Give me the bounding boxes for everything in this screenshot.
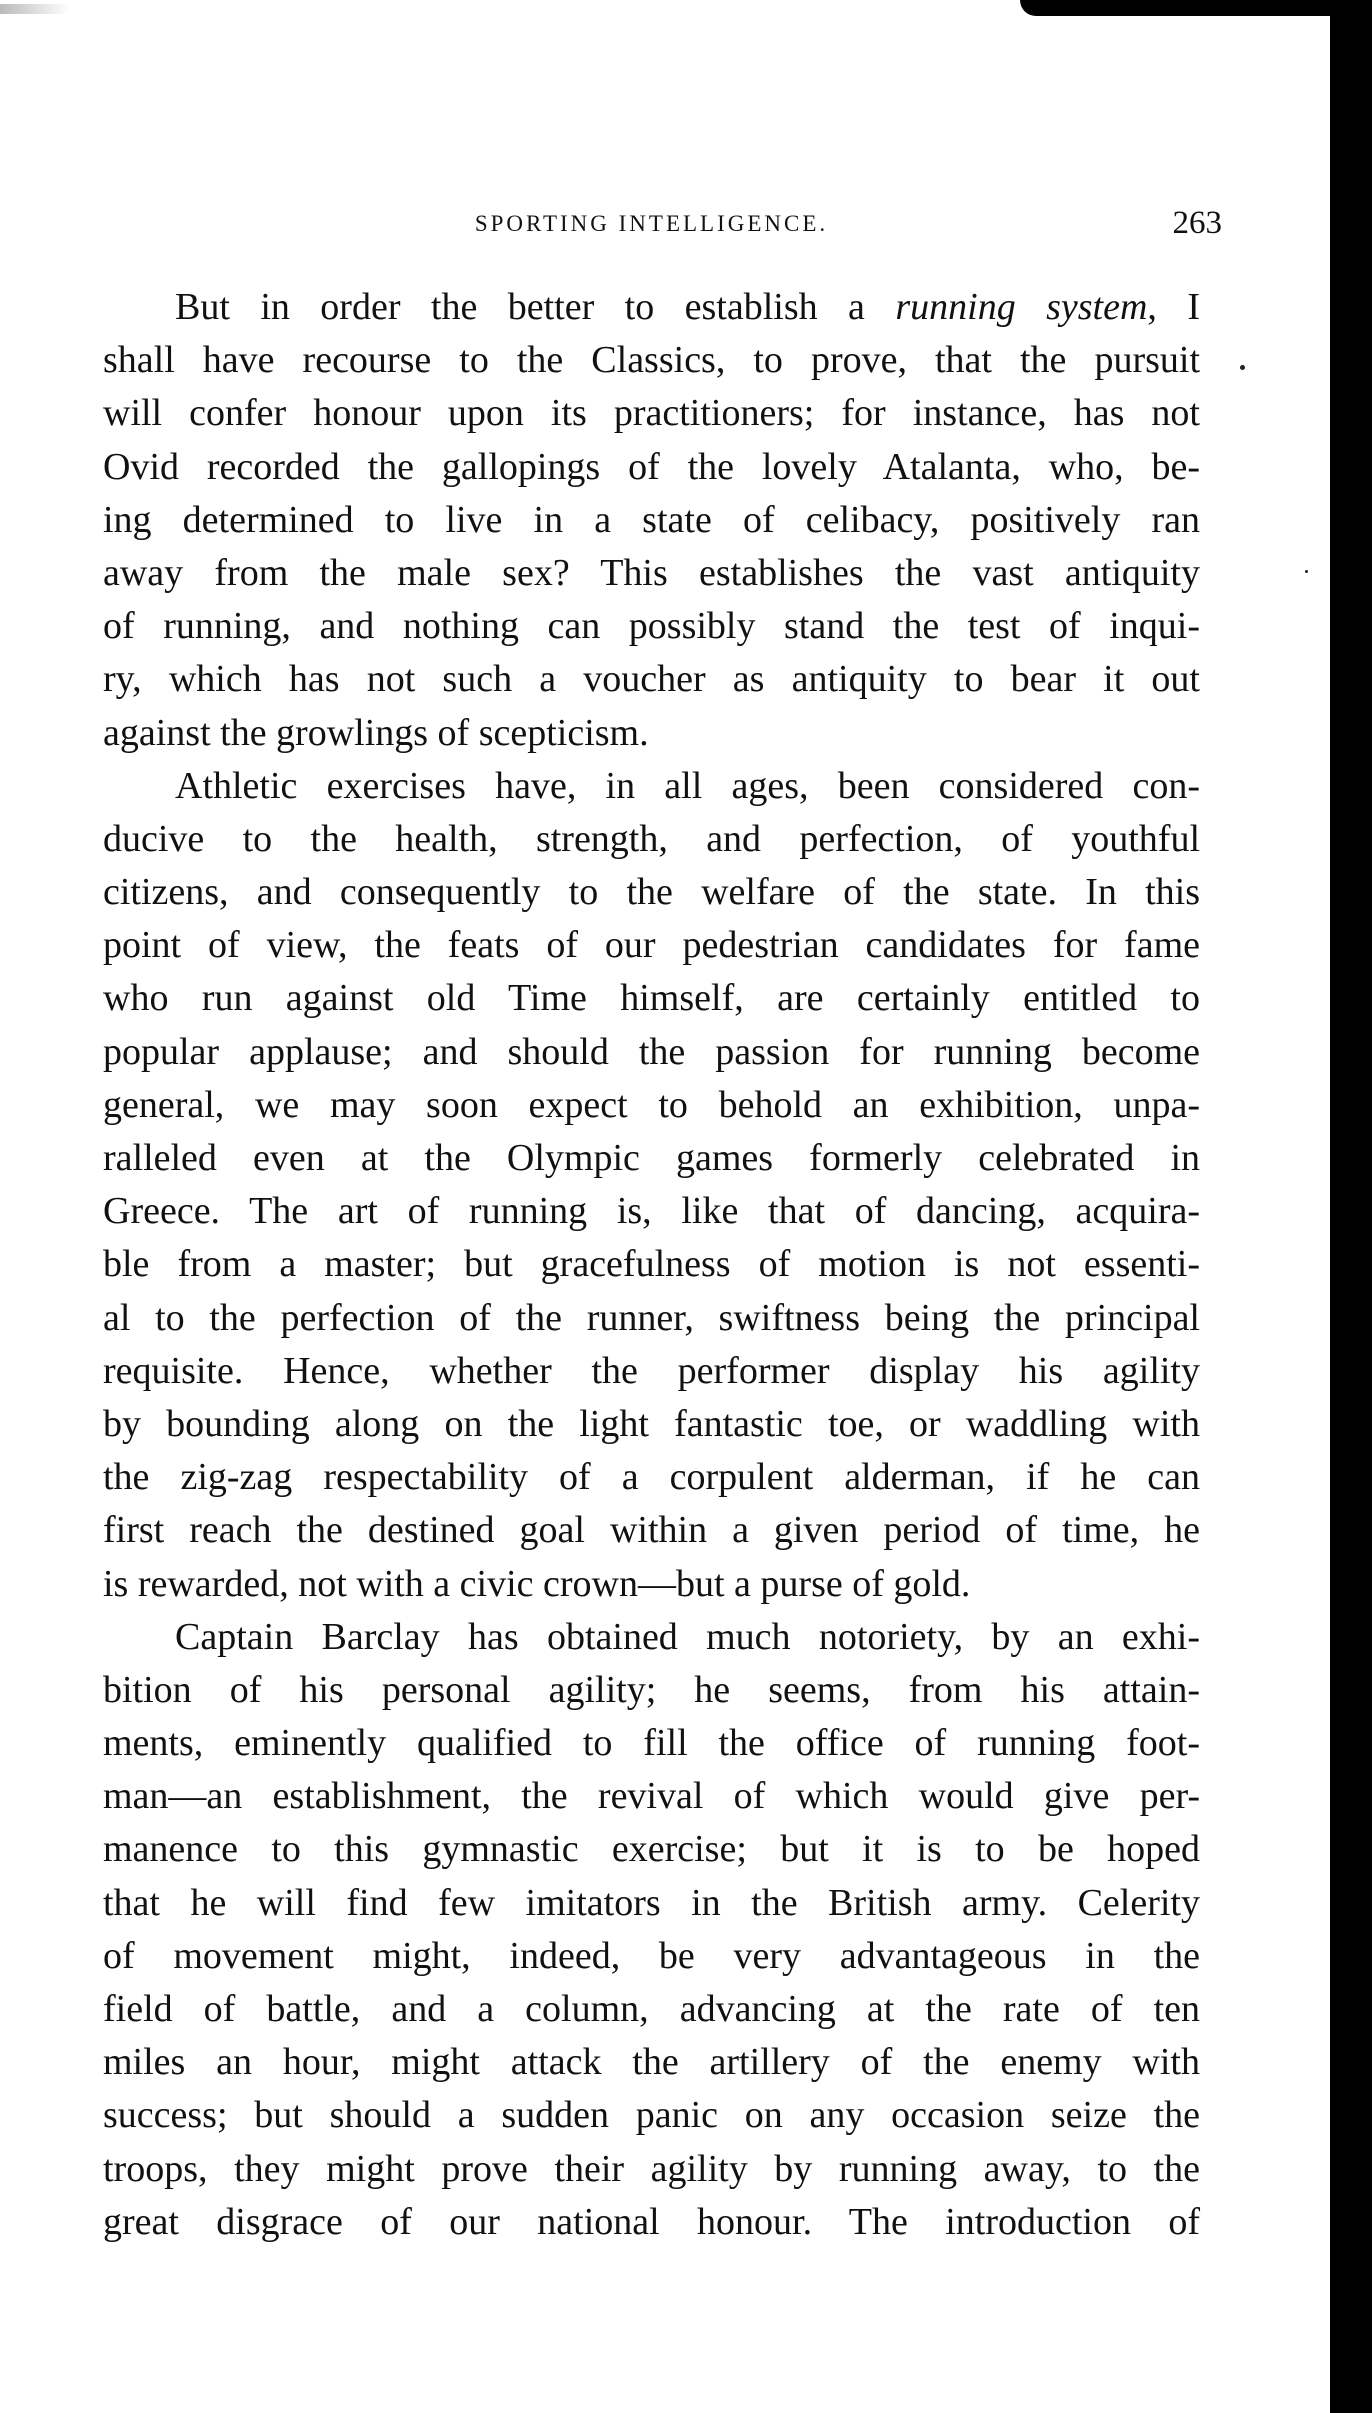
text-line: citizens, and consequently to the welfare of the state. In this — [103, 871, 1200, 914]
text-line: Captain Barclay has obtained much notoriety, by an exhi- — [175, 1615, 1200, 1658]
text-line: al to the perfection of the runner, swiftness being the principal — [103, 1296, 1200, 1339]
text-line: Athletic exercises have, in all ages, been considered con- — [175, 764, 1200, 807]
text-line: great disgrace of our national honour. The introduction of — [103, 2200, 1200, 2243]
text-line: ralleled even at the Olympic games formerly celebrated in — [103, 1137, 1200, 1179]
text-line: point of view, the feats of our pedestrian candidates for fame — [103, 924, 1200, 967]
text-line: Ovid recorded the gallopings of the lovely Atalanta, who, be- — [103, 445, 1200, 488]
page-number: 263 — [1172, 205, 1222, 241]
text-line: shall have recourse to the Classics, to prove, that the pursuit — [103, 339, 1200, 382]
scan-smudge — [0, 4, 70, 14]
text-line: against the growlings of scepticism. — [103, 711, 649, 754]
text-line: general, we may soon expect to behold an exhibition, unpa- — [103, 1083, 1200, 1126]
text-line — [103, 281, 1200, 334]
paragraph — [103, 760, 1200, 1611]
text-line: by bounding along on the light fantastic toe, or waddling with — [103, 1402, 1200, 1445]
scan-border-top — [1020, 0, 1372, 16]
text-line: ry, which has not such a voucher as antiquity to bear it out — [103, 658, 1200, 701]
text-line: popular applause; and should the passion for running become — [103, 1030, 1200, 1073]
text-line: of movement might, indeed, be very advantageous in the — [103, 1934, 1200, 1977]
text-line: troops, they might prove their agility by running away, to the — [103, 2147, 1200, 2190]
text-line: first reach the destined goal within a given period of time, he — [103, 1509, 1200, 1552]
text-line: ments, eminently qualified to fill the office of running foot- — [103, 1722, 1200, 1765]
text-line: that he will find few imitators in the British army. Celerity — [103, 1881, 1200, 1924]
text-line: success; but should a sudden panic on any occasion seize the — [103, 2094, 1200, 2137]
text-line: man—an establishment, the revival of which would give per- — [103, 1775, 1200, 1818]
text-line: will confer honour upon its practitioners; for instance, has not — [103, 392, 1200, 435]
text-line: ble from a master; but gracefulness of motion is not essenti- — [103, 1243, 1200, 1286]
italic-phrase: running system — [895, 286, 1148, 328]
page-body — [103, 281, 1200, 2249]
text-line: manence to this gymnastic exercise; but it is to be hoped — [103, 1828, 1200, 1871]
text-line: the zig-zag respectability of a corpulent alderman, if he can — [103, 1456, 1200, 1499]
text-line: is rewarded, not with a civic crown—but a purse of gold. — [103, 1562, 971, 1605]
text-line: ing determined to live in a state of celibacy, positively ran — [103, 498, 1200, 541]
text-line: requisite. Hence, whether the performer display his agility — [103, 1349, 1200, 1392]
paragraph — [103, 281, 1200, 760]
text-line: bition of his personal agility; he seems, from his attain- — [103, 1668, 1200, 1711]
ink-speck — [1240, 365, 1245, 370]
text-line: who run against old Time himself, are certainly entitled to — [103, 977, 1200, 1020]
ink-speck — [1305, 570, 1308, 573]
text-line: away from the male sex? This establishes the vast antiquity — [103, 551, 1200, 594]
text-run: But in order the better to establish a — [175, 286, 896, 328]
text-line: of running, and nothing can possibly stand the test of inqui- — [103, 605, 1200, 648]
text-line: ducive to the health, strength, and perfection, of youthful — [103, 817, 1200, 860]
text-line: field of battle, and a column, advancing at the rate of ten — [103, 1988, 1200, 2030]
scan-border-right — [1330, 0, 1372, 2413]
text-line: miles an hour, might attack the artillery of the enemy with — [103, 2041, 1200, 2084]
page-header — [103, 205, 1222, 245]
text-run: , I — [1147, 286, 1200, 328]
text-line: Greece. The art of running is, like that of dancing, acquira- — [103, 1190, 1200, 1233]
paragraph — [103, 1611, 1200, 2249]
running-head: SPORTING INTELLIGENCE. — [474, 211, 829, 236]
